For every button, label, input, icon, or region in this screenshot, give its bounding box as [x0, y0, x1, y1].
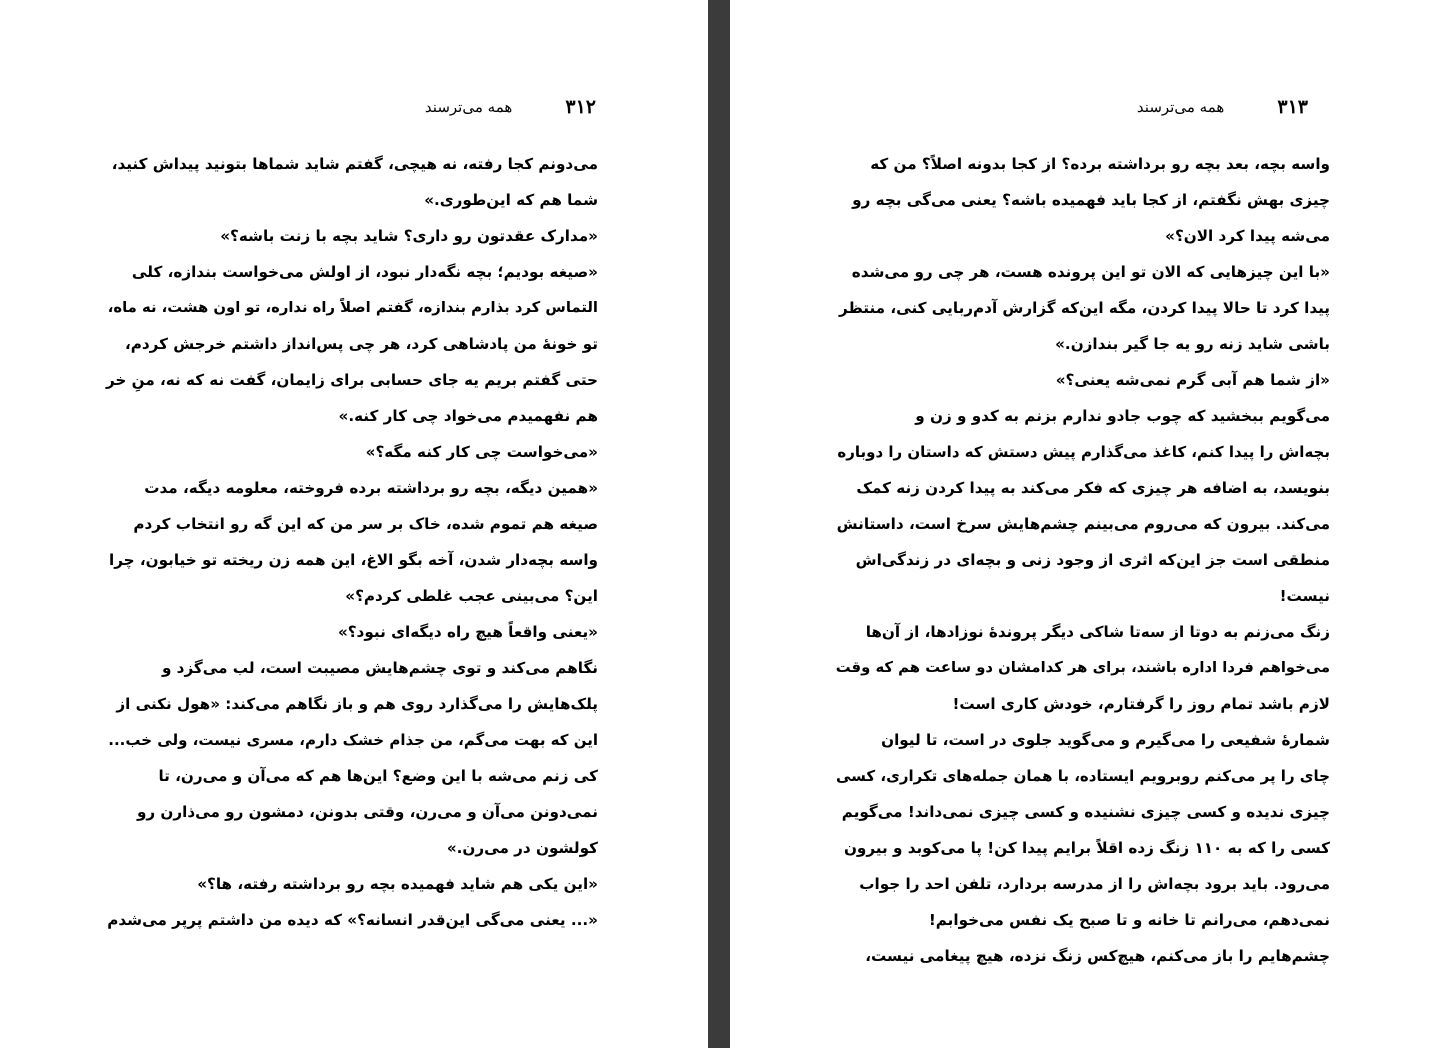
- text-line: کی زنم می‌شه با این وضع؟ این‌ها هم که می‌آن و می‌رن، تا: [158, 767, 598, 785]
- text-line: نیست!: [1279, 587, 1330, 605]
- text-line: چیزی ندیده و کسی چیزی نشنیده و کسی چیزی نمی‌داند! می‌گویم: [841, 803, 1330, 821]
- text-line: می‌دونم کجا رفته، نه هیچی، گفتم شاید شماها بتونید پیداش کنید،: [111, 155, 598, 173]
- text-line: «با این چیزهایی که الان تو این پرونده هست، هر چی رو می‌شده: [851, 263, 1330, 281]
- text-line: نمی‌دهم، می‌رانم تا خانه و تا صبح یک نفس می‌خوابم!: [928, 911, 1330, 929]
- text-line: این که بهت می‌گم، من جذام خشک دارم، مسری نیست، ولی خب...: [108, 731, 598, 749]
- text-line: «این یکی هم شاید فهمیده بچه رو برداشته رفته، ها؟»: [197, 875, 598, 893]
- text-line: بچه‌اش را پیدا کنم، کاغذ می‌گذارم پیش دستش که داستان را دوباره: [837, 443, 1330, 461]
- running-title: همه می‌ترسند: [1136, 98, 1225, 116]
- text-line: حتی گفتم بریم یه جای حسابی برای زایمان، گفت نه که نه، منِ خر: [105, 371, 598, 389]
- text-line: التماس کرد بذارم بندازه، گفتم اصلاً راه نداره، تو اون هشت، نه ماه،: [107, 299, 598, 316]
- page-gutter: [708, 0, 730, 1048]
- text-line: کسی را که به ۱۱۰ زنگ زده اقلاً برایم پیدا کن! پا می‌کوبد و بیرون: [843, 839, 1330, 857]
- text-line: شمارهٔ شفیعی را می‌گیرم و می‌گوید جلوی در است، تا لیوان: [881, 731, 1330, 749]
- text-line: می‌رود. باید برود بچه‌اش را از مدرسه بردارد، تلفن احد را جواب: [859, 875, 1330, 893]
- text-line: «همین دیگه، بچه رو برداشته برده فروخته، معلومه دیگه، مدت: [144, 479, 598, 497]
- text-line: می‌گویم ببخشید که چوب جادو ندارم بزنم به کدو و زن و: [915, 407, 1330, 425]
- text-line: چای را پر می‌کنم روبرویم ایستاده، با همان جمله‌های تکراری، کسی: [835, 767, 1330, 785]
- text-line: زنگ می‌زنم به دوتا از سه‌تا شاکی دیگر پروندهٔ نوزادها، از آن‌ها: [865, 623, 1330, 641]
- left-page: [0, 0, 708, 1048]
- text-line: تو خونهٔ من پادشاهی کرد، هر چی پس‌انداز داشتم خرجش کردم،: [124, 335, 598, 353]
- page-number: ۳۱۳: [1277, 96, 1308, 118]
- text-line: پلک‌هایش را می‌گذارد روی هم و باز نگاهم می‌کند: «هول نکنی از: [116, 695, 598, 713]
- text-line: این؟ می‌بینی عجب غلطی کردم؟»: [345, 587, 598, 605]
- text-line: «می‌خواست چی کار کنه مگه؟»: [365, 443, 598, 461]
- text-line: هم نفهمیدم می‌خواد چی کار کنه.»: [338, 407, 598, 425]
- text-line: چیزی بهش نگفتم، از کجا باید فهمیده باشه؟ یعنی می‌گی بچه رو: [852, 191, 1330, 209]
- text-line: «از شما هم آبی گرم نمی‌شه یعنی؟»: [1055, 371, 1330, 389]
- running-title: همه می‌ترسند: [424, 98, 513, 116]
- text-line: واسه بچه‌دار شدن، آخه بگو الاغ، این همه زن ریخته تو خیابون، چرا: [109, 551, 598, 569]
- text-line: «... یعنی می‌گی این‌قدر انسانه؟» که دیده من داشتم پرپر می‌شدم: [107, 911, 598, 929]
- page-header: [1137, 96, 1308, 124]
- text-line: پیدا کرد تا حالا پیدا کردن، مگه این‌که گزارش آدم‌ربایی کنی، منتظر: [839, 299, 1330, 317]
- page-header: [425, 96, 596, 124]
- text-line: باشی شاید زنه رو یه جا گیر بندازن.»: [1055, 335, 1330, 353]
- text-line: می‌خواهم فردا اداره باشند، برای هر کدامشان دو ساعت هم که وقت: [835, 659, 1330, 676]
- text-line: صیغه هم تموم شده، خاک بر سر من که این گه رو انتخاب کردم: [133, 515, 598, 533]
- text-line: «صیغه بودیم؛ بچه نگه‌دار نبود، از اولش می‌خواست بندازه، کلی: [131, 263, 598, 281]
- text-line: بنویسد، به اضافه هر چیزی که فکر می‌کند به پیدا کردن زنه کمک: [856, 479, 1330, 497]
- text-line: چشم‌هایم را باز می‌کنم، هیچ‌کس زنگ نزده، هیچ پیغامی نیست،: [865, 947, 1330, 965]
- text-line: «یعنی واقعاً هیچ راه دیگه‌ای نبود؟»: [337, 623, 598, 641]
- text-line: لازم باشد تمام روز را گرفتارم، خودش کاری است!: [952, 695, 1330, 713]
- text-line: شما هم که این‌طوری.»: [424, 191, 598, 209]
- text-line: می‌کند. بیرون که می‌روم می‌بینم چشم‌هایش سرخ است، داستانش: [836, 515, 1330, 533]
- right-page: [730, 0, 1440, 1048]
- text-line: منطقی است جز این‌که اثری از وجود زنی و بچه‌ای در زندگی‌اش: [855, 551, 1330, 569]
- page-number: ۳۱۲: [565, 96, 596, 118]
- text-line: می‌شه پیدا کرد الان؟»: [1165, 227, 1330, 245]
- text-line: نگاهم می‌کند و توی چشم‌هایش مصیبت است، لب می‌گزد و: [161, 659, 598, 677]
- text-line: واسه بچه، بعد بچه رو برداشته برده؟ از کجا بدونه اصلاً؟ من که: [870, 155, 1330, 173]
- page-text: [106, 146, 598, 938]
- text-line: «مدارک عقدتون رو داری؟ شاید بچه با زنت باشه؟»: [220, 227, 598, 245]
- text-line: کولشون در می‌رن.»: [446, 839, 598, 857]
- text-line: نمی‌دونن می‌آن و می‌رن، وقتی بدونن، دمشون رو می‌ذارن رو: [136, 803, 598, 821]
- page-text: [836, 146, 1330, 974]
